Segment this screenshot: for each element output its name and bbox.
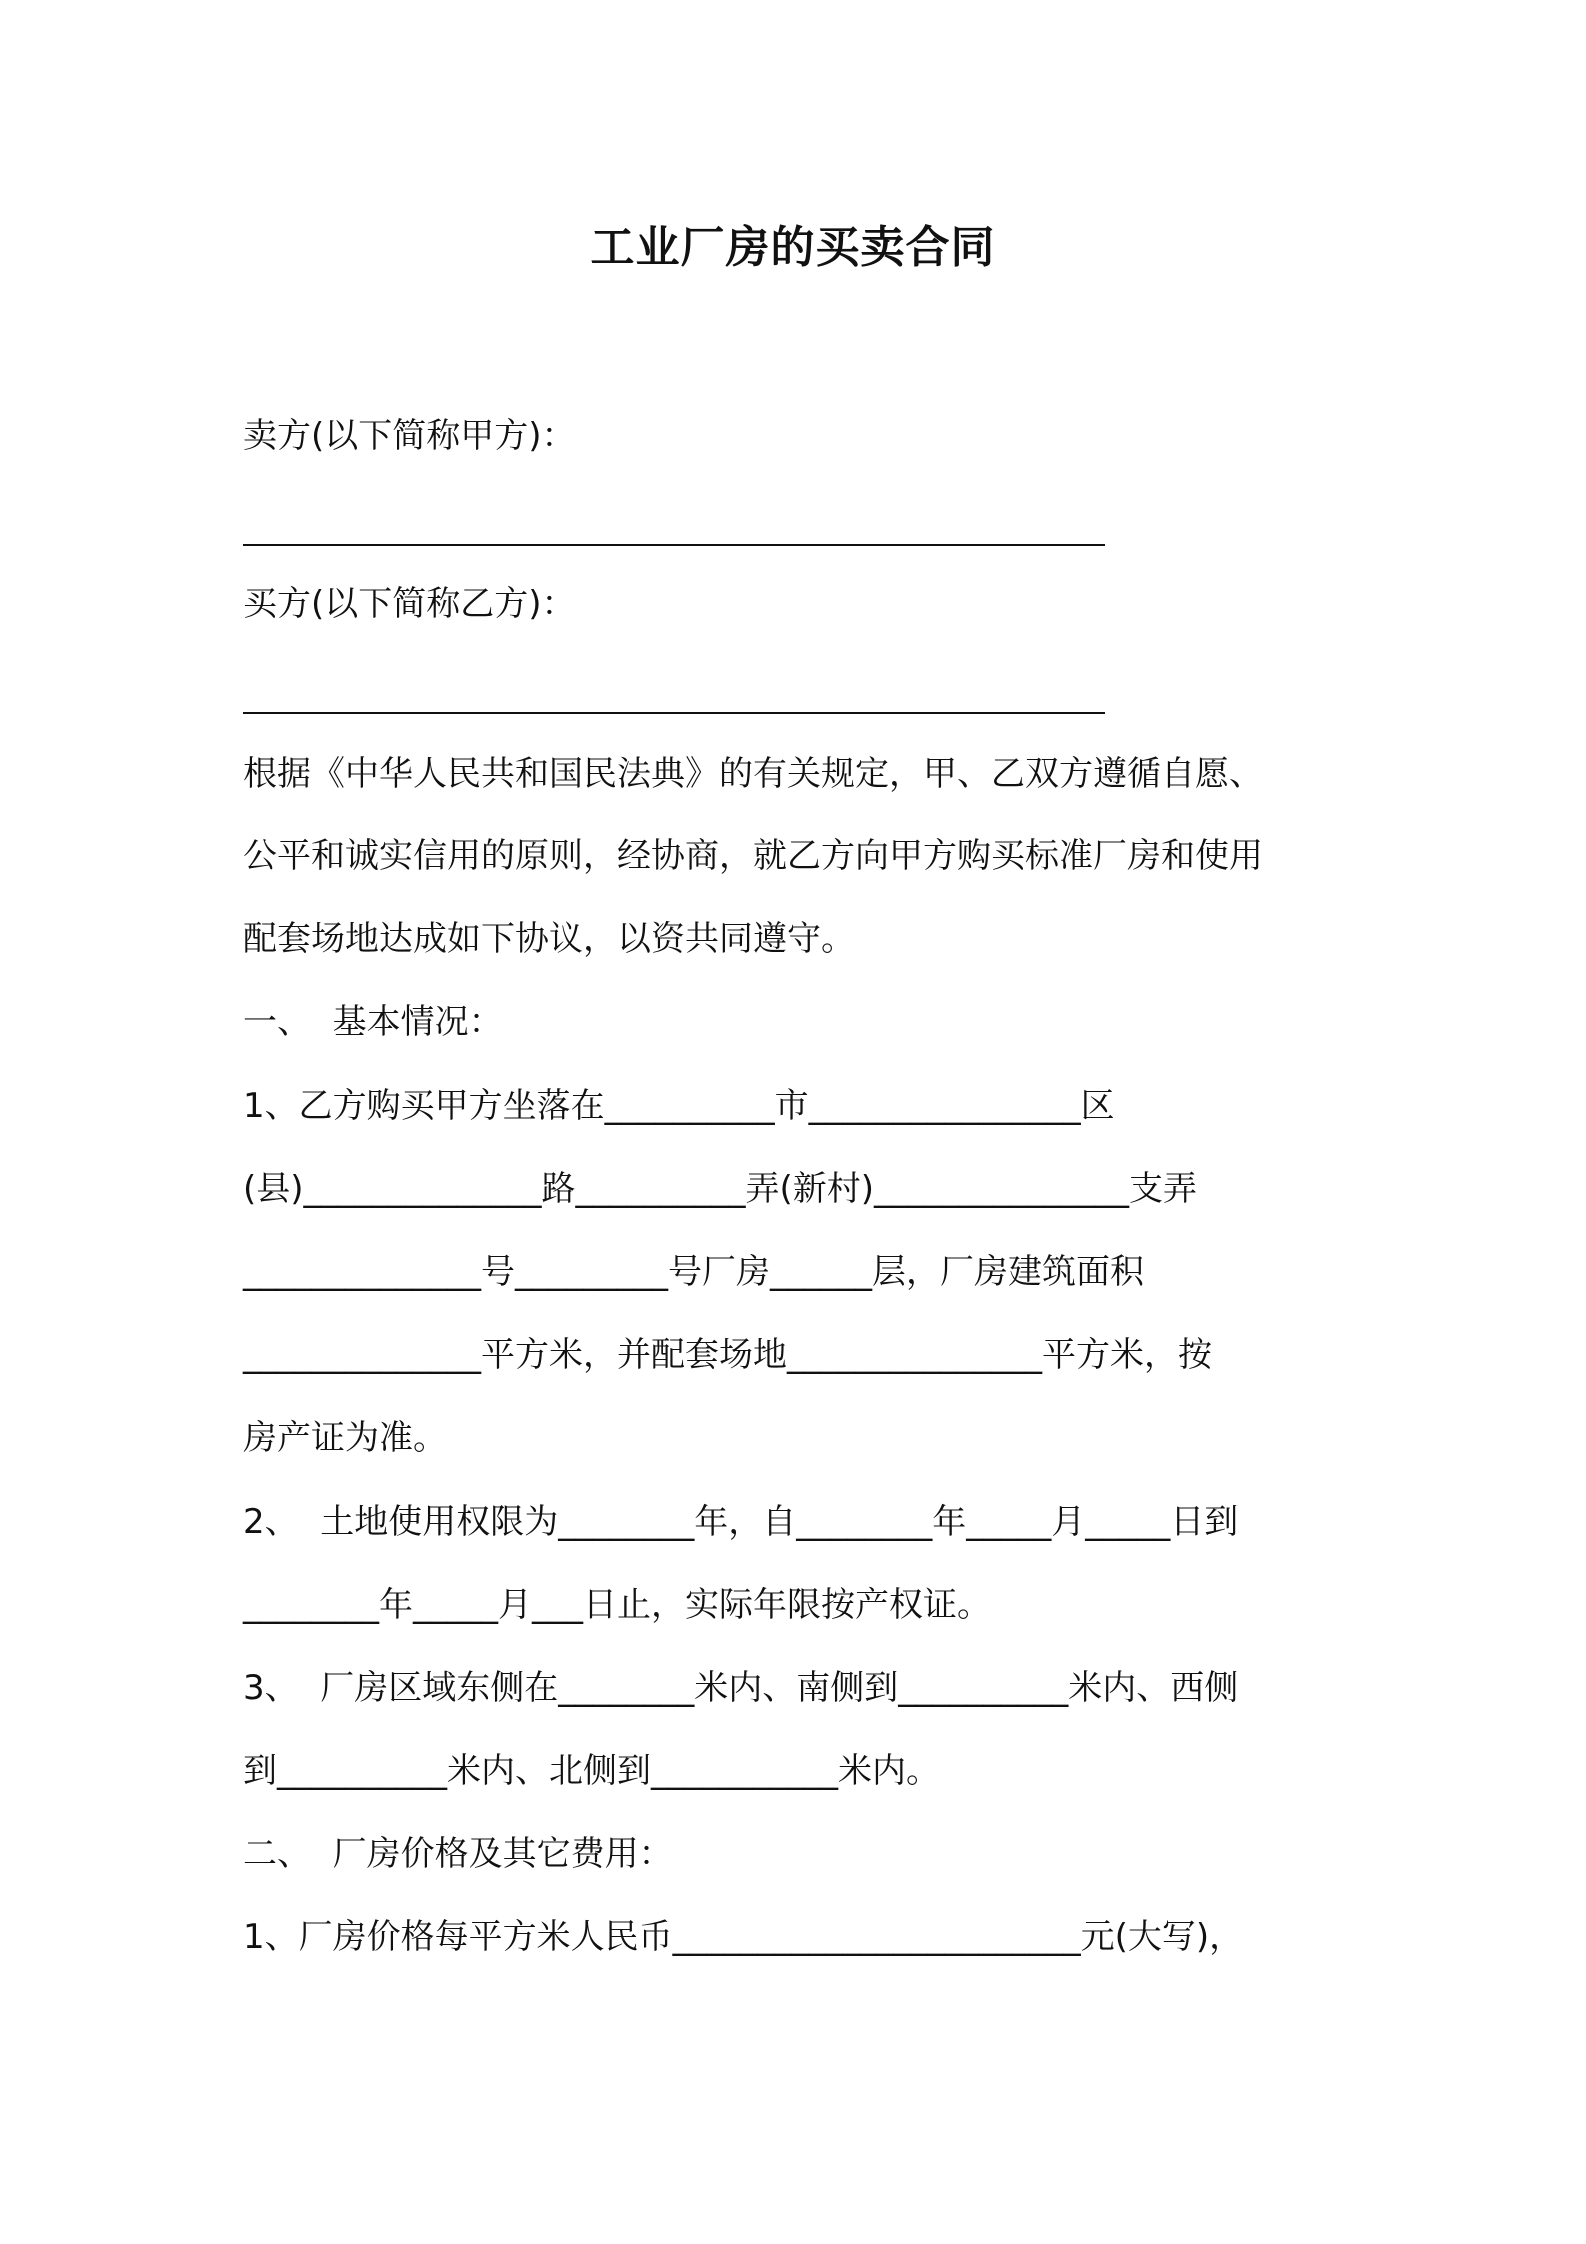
seller-label: 卖方(以下简称甲方)： — [243, 416, 576, 456]
preamble-line-1: 根据《中华人民共和国民法典》的有关规定，甲、乙双方遵循自愿、 — [243, 754, 1263, 794]
clause-1-3-line-1: 3、 厂房区域东侧在________米内、南侧到__________米内、西侧 — [243, 1668, 1239, 1708]
clause-2-1-line-1: 1、厂房价格每平方米人民币________________________元(大写)， — [243, 1917, 1244, 1957]
section-1-heading: 一、 基本情况： — [243, 1002, 503, 1042]
clause-1-1-line-2: (县)______________路__________弄(新村)_______________支弄 — [243, 1169, 1198, 1209]
clause-1-1-line-4: ______________平方米，并配套场地_______________平方米，按 — [243, 1335, 1212, 1375]
clause-1-2-line-2: ________年_____月___日止，实际年限按产权证。 — [243, 1585, 991, 1625]
clause-1-3-line-2: 到__________米内、北侧到___________米内。 — [243, 1751, 940, 1791]
preamble-line-3: 配套场地达成如下协议，以资共同遵守。 — [243, 919, 855, 959]
clause-1-1-line-3: ______________号_________号厂房______层，厂房建筑面积 — [243, 1252, 1144, 1292]
document-title: 工业厂房的买卖合同 — [590, 222, 996, 273]
buyer-label: 买方(以下简称乙方)： — [243, 584, 576, 624]
buyer-blank-line — [243, 712, 1105, 714]
preamble-line-2: 公平和诚实信用的原则，经协商，就乙方向甲方购买标准厂房和使用 — [243, 836, 1263, 876]
section-2-heading: 二、 厂房价格及其它费用： — [243, 1834, 673, 1874]
seller-blank-line — [243, 544, 1105, 546]
clause-1-1-line-1: 1、乙方购买甲方坐落在__________市________________区 — [243, 1086, 1115, 1126]
clause-1-2-line-1: 2、 土地使用权限为________年，自________年_____月_____日到 — [243, 1502, 1239, 1542]
clause-1-1-line-5: 房产证为准。 — [243, 1418, 447, 1458]
